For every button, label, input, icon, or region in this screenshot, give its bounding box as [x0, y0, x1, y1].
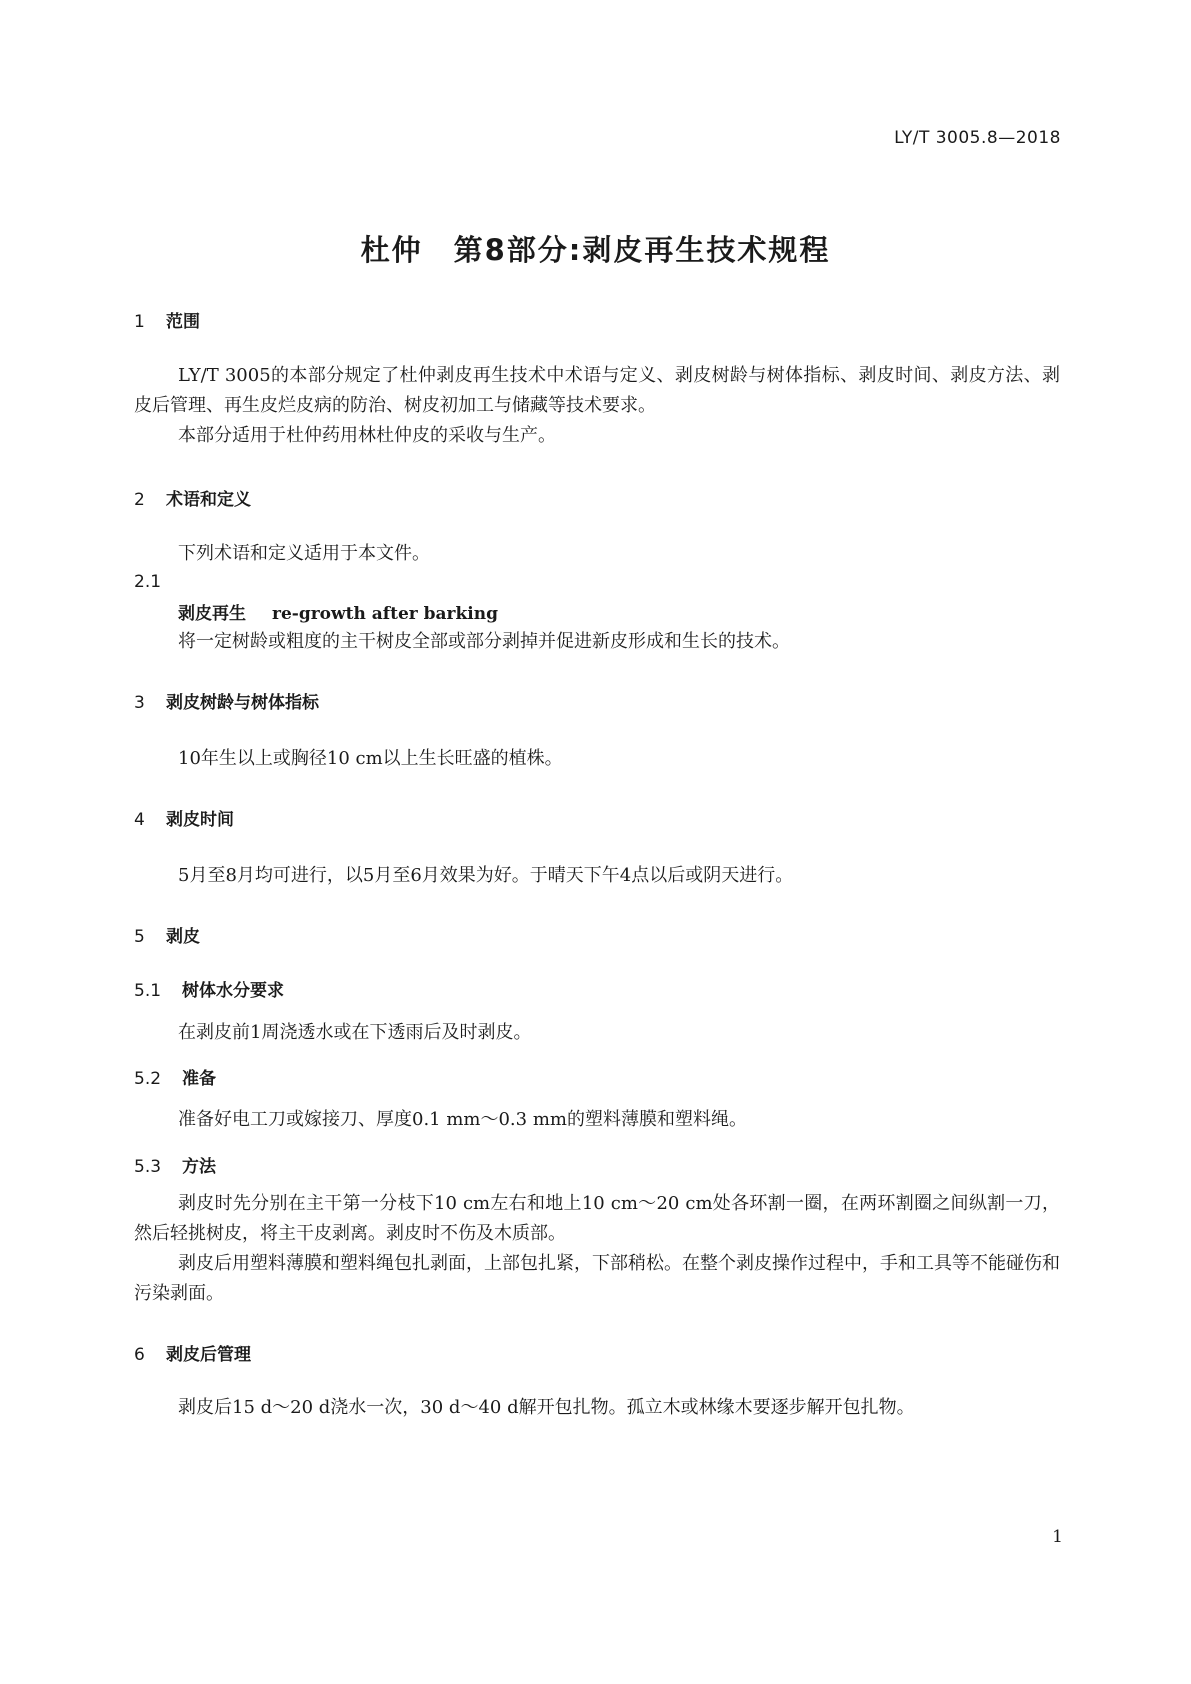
section-2-intro: 下列术语和定义适用于本文件。 [178, 543, 430, 564]
section-5-1-heading [134, 976, 284, 1001]
section-5-3-heading [134, 1152, 216, 1177]
subsection-title: 准备 [182, 1069, 216, 1089]
term-chinese: 剥皮再生 [178, 604, 246, 624]
subsection-number: 5.2 [134, 1069, 162, 1089]
term-english: re-growth after barking [272, 604, 498, 624]
section-number: 5 [134, 927, 145, 947]
subsection-number: 5.3 [134, 1157, 162, 1177]
section-6-text: 剥皮后15 d～20 d浇水一次，30 d～40 d解开包扎物。孤立木或林缘木要逐步解开包扎物。 [178, 1397, 915, 1418]
section-title: 剥皮后管理 [166, 1345, 251, 1365]
subsection-number: 5.1 [134, 981, 162, 1001]
section-1-paragraph-2: 本部分适用于杜仲药用林杜仲皮的采收与生产。 [178, 425, 556, 446]
term-entry [178, 599, 498, 624]
section-5-heading [134, 922, 200, 947]
section-title: 范围 [166, 312, 200, 332]
section-1-paragraph-1: LY/T 3005的本部分规定了杜仲剥皮再生技术中术语与定义、剥皮树龄与树体指标、剥皮时间、剥皮方法、剥皮后管理、再生皮烂皮病的防治、树皮初加工与储藏等技术要求。 [134, 365, 1060, 416]
section-5-3-paragraph-2: 剥皮后用塑料薄膜和塑料绳包扎剥面，上部包扎紧，下部稍松。在整个剥皮操作过程中，手和工具等不能碰伤和污染剥面。 [134, 1253, 1060, 1304]
section-3-text: 10年生以上或胸径10 cm以上生长旺盛的植株。 [178, 748, 563, 769]
subsection-title: 树体水分要求 [182, 981, 284, 1001]
section-3-heading [134, 688, 319, 713]
section-title: 剥皮时间 [166, 810, 234, 830]
page-number: 1 [1052, 1527, 1063, 1547]
section-number: 3 [134, 693, 145, 713]
document-title: 杜仲 第8部分:剥皮再生技术规程 [360, 233, 831, 267]
term-number: 2.1 [134, 572, 162, 592]
section-5-3-paragraph-1: 剥皮时先分别在主干第一分枝下10 cm左右和地上10 cm～20 cm处各环割一圈，在两环割圈之间纵割一刀，然后轻挑树皮，将主干皮剥离。剥皮时不伤及木质部。 [134, 1193, 1060, 1244]
section-4-heading [134, 805, 234, 830]
section-title: 剥皮树龄与树体指标 [166, 693, 319, 713]
section-5-2-text: 准备好电工刀或嫁接刀、厚度0.1 mm～0.3 mm的塑料薄膜和塑料绳。 [178, 1109, 747, 1130]
section-6-heading [134, 1340, 251, 1365]
section-title: 术语和定义 [166, 490, 251, 510]
section-2-heading [134, 485, 251, 510]
section-5-2-heading [134, 1064, 216, 1089]
section-number: 2 [134, 490, 145, 510]
standard-code: LY/T 3005.8—2018 [894, 128, 1061, 148]
term-definition: 将一定树龄或粗度的主干树皮全部或部分剥掉并促进新皮形成和生长的技术。 [178, 631, 790, 652]
section-number: 4 [134, 810, 145, 830]
subsection-title: 方法 [182, 1157, 216, 1177]
section-5-1-text: 在剥皮前1周浇透水或在下透雨后及时剥皮。 [178, 1022, 532, 1043]
section-1-heading [134, 307, 200, 332]
section-title: 剥皮 [166, 927, 200, 947]
section-number: 6 [134, 1345, 145, 1365]
section-number: 1 [134, 312, 145, 332]
section-4-text: 5月至8月均可进行，以5月至6月效果为好。于晴天下午4点以后或阴天进行。 [178, 865, 794, 886]
